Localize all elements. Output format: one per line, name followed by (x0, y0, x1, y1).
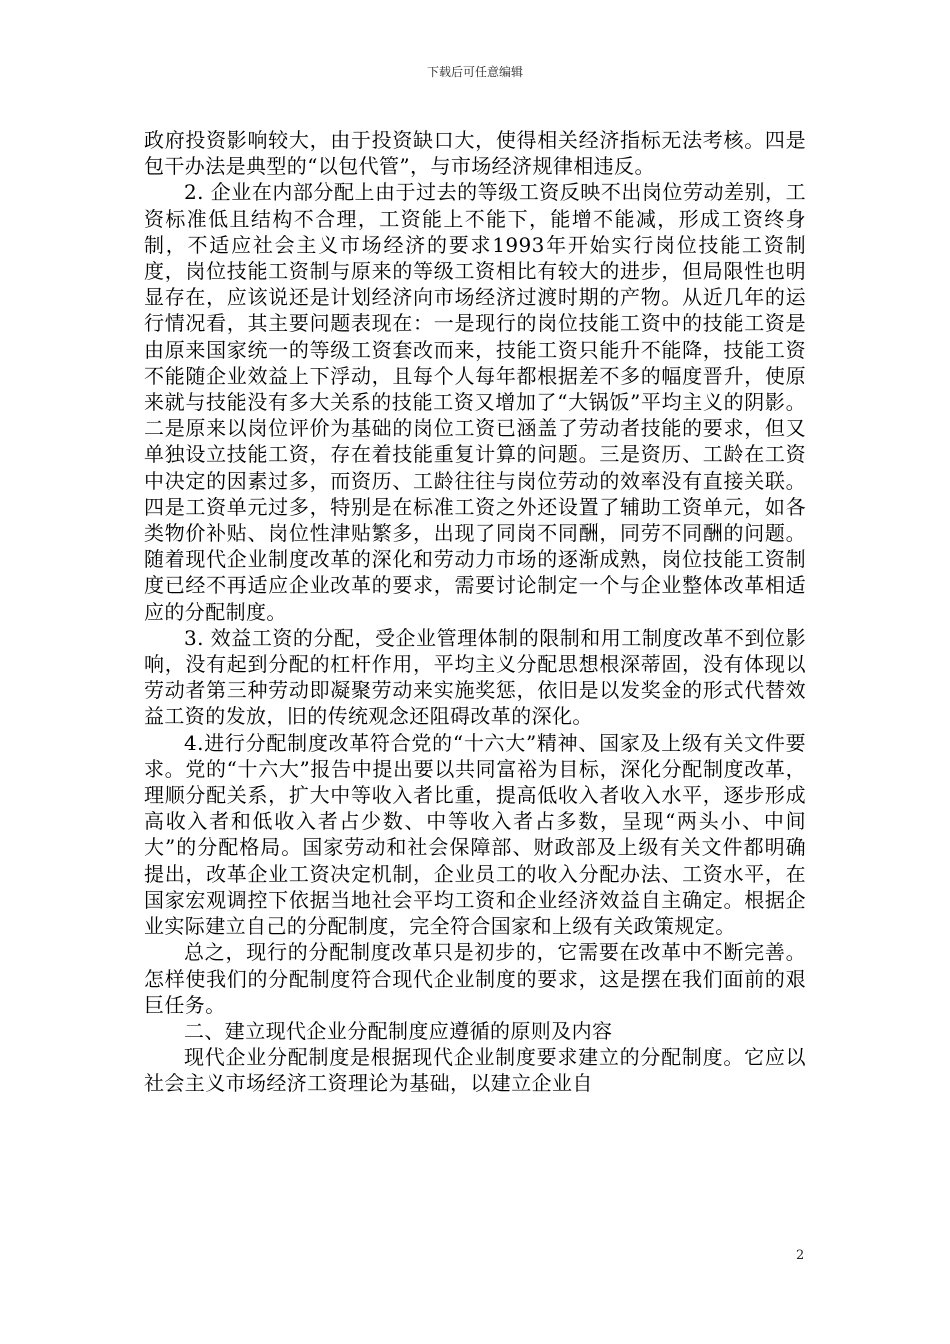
paragraph-section-intro: 现代企业分配制度是根据现代企业制度要求建立的分配制度。它应以社会主义市场经济工资理论为基础，以建立企业自 (144, 1045, 806, 1096)
paragraph-summary: 总之，现行的分配制度改革只是初步的，它需要在改革中不断完善。怎样使我们的分配制度符合现代企业制度的要求，这是摆在我们面前的艰巨任务。 (144, 940, 806, 1017)
document-body (144, 127, 806, 1097)
paragraph-continuation: 政府投资影响较大，由于投资缺口大，使得相关经济指标无法考核。四是包干办法是典型的“以包代管”，与市场经济规律相违反。 (144, 128, 806, 179)
page-header: 下载后可任意编辑 (426, 65, 523, 79)
page-number: 2 (796, 1248, 805, 1263)
paragraph-item-2: 2. 企业在内部分配上由于过去的等级工资反映不出岗位劳动差别，工资标准低且结构不合理，工资能上不能下，能增不能减，形成工资终身制，不适应社会主义市场经济的要求1993年开始实行岗位技能工资制度，岗位技能工资制与原来的等级工资相比有较大的进步，但局限性也明显存在，应该说还是计划经济向市场经济过渡时期的产物。从近几年的运行情况看，其主要问题表现在：一是现行的岗位技能工资中的技能工资是由原来国家统一的等级工资套改而来，技能工资只能升不能降，技能工资不能随企业效益上下浮动，且每个人每年都根据差不多的幅度晋升，使原来就与技能没有多大关系的技能工资又增加了“大锅饭”平均主义的阴影。二是原来以岗位评价为基础的岗位工资已涵盖了劳动者技能的要求，但又单独设立技能工资，存在着技能重复计算的问题。三是资历、工龄在工资中决定的因素过多，而资历、工龄往往与岗位劳动的效率没有直接关联。四是工资单元过多，特别是在标准工资之外还设置了辅助工资单元，如各类物价补贴、岗位性津贴繁多，出现了同岗不同酬，同劳不同酬的问题。随着现代企业制度改革的深化和劳动力市场的逐渐成熟，岗位技能工资制度已经不再适应企业改革的要求，需要讨论制定一个与企业整体改革相适应的分配制度。 (144, 180, 806, 624)
section-heading: 二、建立现代企业分配制度应遵循的原则及内容 (184, 1018, 613, 1043)
paragraph-item-3: 3. 效益工资的分配，受企业管理体制的限制和用工制度改革不到位影响，没有起到分配的杠杆作用，平均主义分配思想根深蒂固，没有体现以劳动者第三种劳动即凝聚劳动来实施奖惩，依旧是以发奖金的形式代替效益工资的发放，旧的传统观念还阻碍改革的深化。 (144, 625, 806, 729)
paragraph-item-4: 4.进行分配制度改革符合党的“十六大”精神、国家及上级有关文件要求。党的“十六大”报告中提出要以共同富裕为目标，深化分配制度改革，理顺分配关系，扩大中等收入者比重，提高低收入者收入水平，逐步形成高收入者和低收入者占少数、中等收入者占多数，呈现“两头小、中间大”的分配格局。国家劳动和社会保障部、财政部及上级有关文件都明确提出，改革企业工资决定机制，企业员工的收入分配办法、工资水平，在国家宏观调控下依据当地社会平均工资和企业经济效益自主确定。根据企业实际建立自己的分配制度，完全符合国家和上级有关政策规定。 (144, 730, 806, 939)
